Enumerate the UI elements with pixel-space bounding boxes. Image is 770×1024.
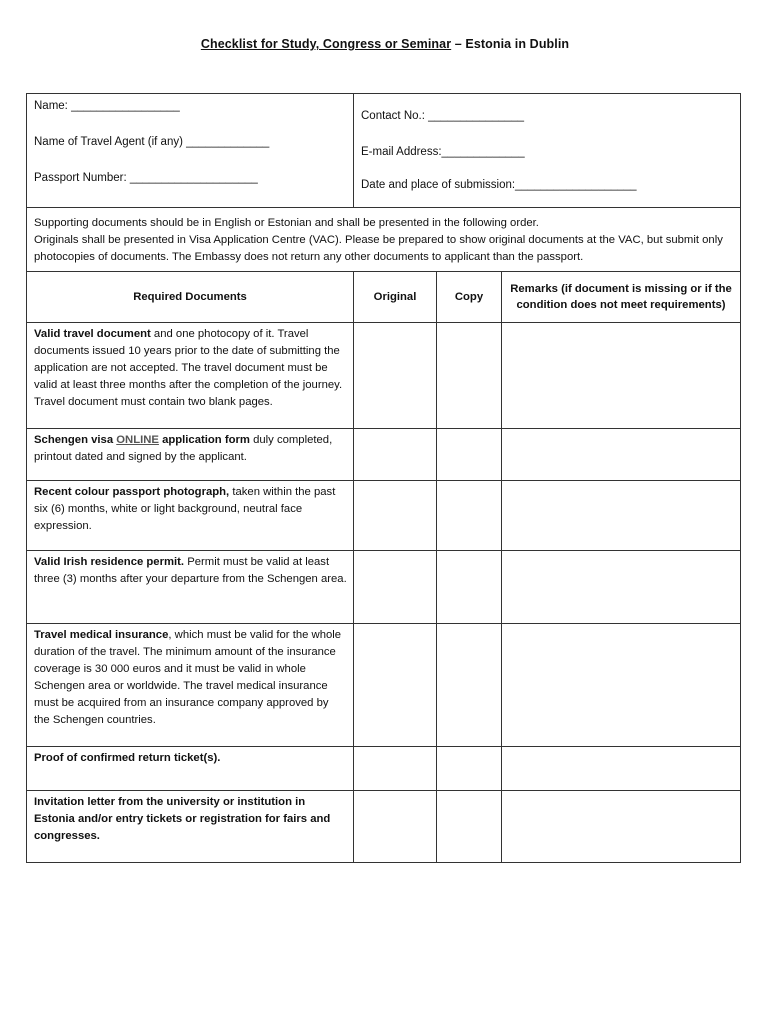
document-title: Proof of confirmed return ticket(s). [34,752,221,764]
header-copy: Copy [437,272,502,323]
table-row [27,429,741,481]
notes-line-1: Supporting documents should be in English or Estonian and shall be presented in the following order. [34,217,539,229]
remarks-cell[interactable] [502,747,741,791]
original-checkbox-cell[interactable] [354,481,437,551]
personal-info-row [27,94,741,208]
original-checkbox-cell[interactable] [354,747,437,791]
document-description [27,551,354,624]
document-title: Recent colour passport photograph, [34,486,230,498]
checklist-table [26,93,741,863]
document-description [27,791,354,863]
table-row [27,791,741,863]
online-link[interactable]: ONLINE [116,434,159,446]
personal-info-left [27,94,354,208]
table-row [27,747,741,791]
remarks-cell[interactable] [502,791,741,863]
document-title: Travel medical insurance [34,629,169,641]
document-description [27,323,354,429]
document-description [27,624,354,747]
original-checkbox-cell[interactable] [354,551,437,624]
header-documents: Required Documents [27,272,354,323]
table-row [27,624,741,747]
copy-checkbox-cell[interactable] [437,791,502,863]
copy-checkbox-cell[interactable] [437,747,502,791]
document-title-suffix: application form [158,434,250,446]
notes-row [27,208,741,272]
page-title [0,37,770,51]
original-checkbox-cell[interactable] [354,429,437,481]
document-title: Valid travel document [34,328,151,340]
table-row [27,323,741,429]
copy-checkbox-cell[interactable] [437,551,502,624]
copy-checkbox-cell[interactable] [437,481,502,551]
notes-cell [27,208,741,272]
header-remarks: Remarks (if document is missing or if the condition does not meet requirements) [502,272,741,323]
document-title: Invitation letter from the university or institution in Estonia and/or entry tickets or registration for fairs and congresses. [34,796,331,842]
remarks-cell[interactable] [502,323,741,429]
page-title-main: Checklist for Study, Congress or Seminar [200,37,452,51]
name-field[interactable]: Name: _________________ [34,100,180,112]
document-details: , which must be valid for the whole duration of the travel. The minimum amount of the insurance coverage is 30 000 euros and it must be valid in whole Schengen area or worldwide. The travel medical insurance must be acquired from an insurance company approved by the Schengen countries. [34,629,342,726]
personal-info-right [354,94,741,208]
table-row [27,481,741,551]
header-original: Original [354,272,437,323]
page-title-suffix: – Estonia in Dublin [451,37,570,51]
document-details: taken within the past six (6) months, white or light background, neutral face expression. [34,486,336,532]
document-title: Schengen visa [34,434,117,446]
notes-line-2: Originals shall be presented in Visa Application Centre (VAC). Please be prepared to show original documents at the VAC, but submit only photocopies of documents. The Embassy does not return any other documents to applicant than the passport. [34,234,723,263]
copy-checkbox-cell[interactable] [437,429,502,481]
document-details: duly completed, printout dated and signed by the applicant. [34,434,333,463]
remarks-cell[interactable] [502,624,741,747]
remarks-cell[interactable] [502,551,741,624]
copy-checkbox-cell[interactable] [437,624,502,747]
copy-checkbox-cell[interactable] [437,323,502,429]
document-details: Permit must be valid at least three (3) months after your departure from the Schengen area. [34,556,347,585]
document-description [27,429,354,481]
table-row [27,551,741,624]
document-description [27,747,354,791]
remarks-cell[interactable] [502,429,741,481]
document-title: Valid Irish residence permit. [34,556,185,568]
date-place-field[interactable]: Date and place of submission:___________________ [361,179,637,191]
document-description [27,481,354,551]
remarks-cell[interactable] [502,481,741,551]
email-field[interactable]: E-mail Address:_____________ [361,146,525,158]
passport-number-field[interactable]: Passport Number: ____________________ [34,172,258,184]
original-checkbox-cell[interactable] [354,323,437,429]
travel-agent-field[interactable]: Name of Travel Agent (if any) _____________ [34,136,270,148]
header-row [27,272,741,323]
original-checkbox-cell[interactable] [354,791,437,863]
original-checkbox-cell[interactable] [354,624,437,747]
contact-no-field[interactable]: Contact No.: _______________ [361,110,525,122]
document-details: and one photocopy of it. Travel documents issued 10 years prior to the date of submitting the application are not accepted. The travel document must be valid at least three months after the completion of the journey. Travel document must contain two blank pages. [34,328,343,408]
